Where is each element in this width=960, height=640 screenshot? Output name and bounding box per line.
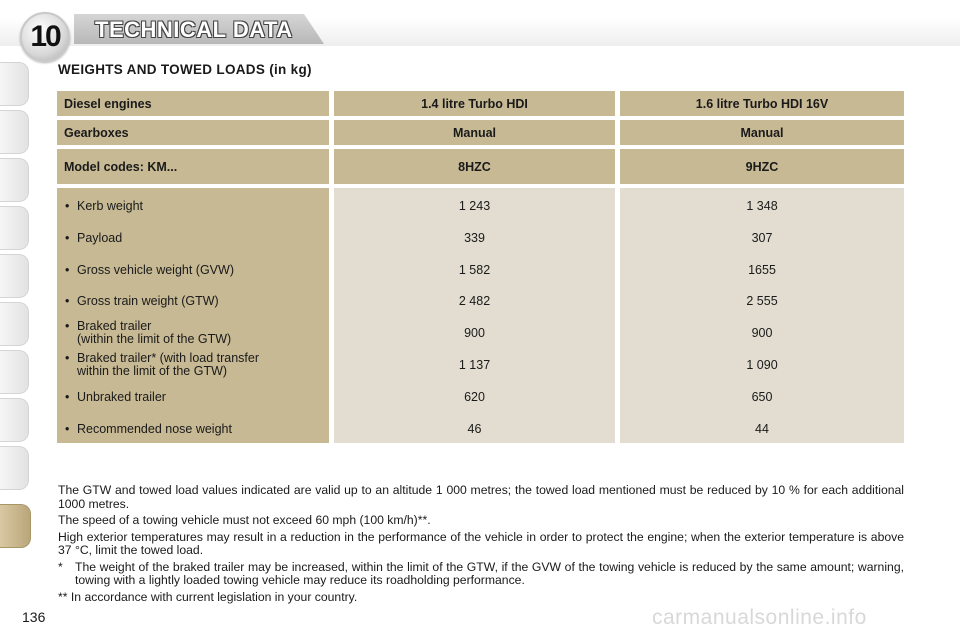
table-cell-value: 1 137: [458, 358, 491, 372]
table-header-cell: Model codes: KM...: [57, 149, 329, 184]
footnote: * The weight of the braked trailer may be increased, within the limit of the GTW, if the GVW of the towing vehicle is reduced by the same amount; warning, towing with a lightly loaded towing vehicle may reduce its roadholding performance.: [58, 559, 904, 587]
values-column-1-6-hdi: [620, 188, 904, 443]
footnote: ** In accordance with current legislation in your country.: [58, 589, 358, 604]
table-row-label: • Unbraked trailer: [65, 390, 166, 404]
values-column-1-4-hdi: [334, 188, 615, 443]
table-body: [57, 188, 904, 443]
table-cell-value: 1 090: [746, 358, 778, 372]
table-row-label: • Gross train weight (GTW): [65, 294, 219, 308]
table-row-label: • Gross vehicle weight (GVW): [65, 263, 234, 277]
table-cell-value: 2 482: [458, 294, 491, 308]
chapter-tab[interactable]: [0, 62, 29, 106]
note-paragraph: The GTW and towed load values indicated are valid up to an altitude 1 000 metres; the towed load mentioned must be reduced by 10 % for each additional 1000 metres.: [58, 483, 904, 511]
chapter-tab[interactable]: [0, 110, 29, 154]
section-heading: WEIGHTS AND TOWED LOADS (in kg): [58, 62, 312, 77]
note-paragraph: High exterior temperatures may result in a reduction in the performance of the vehicle in order to protect the engine; when the exterior temperature is above 37 °C, limit the towed load.: [58, 529, 904, 557]
table-row-label: • Payload: [65, 231, 123, 245]
table-header-cell: Gearboxes: [57, 120, 329, 145]
table-row-label: • Kerb weight: [65, 199, 144, 213]
table-header-cell: Diesel engines: [57, 91, 329, 116]
table-cell-value: 1 243: [458, 199, 491, 213]
chapter-tab[interactable]: [0, 206, 29, 250]
row-labels-column: [57, 188, 329, 443]
table-cell-value: 620: [464, 390, 485, 404]
chapter-tab-active[interactable]: [0, 504, 31, 548]
table-cell-value: 1 348: [746, 199, 778, 213]
page-number: 136: [22, 609, 46, 625]
table-cell-value: 1655: [748, 263, 776, 277]
table-cell-value: 2 555: [746, 294, 778, 308]
page-title: TECHNICAL DATA: [95, 17, 293, 42]
table-cell-value: 900: [751, 326, 773, 340]
table-header-cell: 1.4 litre Turbo HDI: [334, 91, 615, 116]
table-cell-value: 900: [464, 326, 485, 340]
notes: [58, 484, 904, 607]
table-cell-value: 1 582: [458, 263, 491, 277]
page-header: [0, 0, 960, 52]
chapter-tab[interactable]: [0, 398, 29, 442]
table-row-label: • Braked trailer* (with load transfer within the limit of the GTW): [65, 351, 260, 378]
table-header-row: [57, 149, 904, 184]
table-header-cell: 8HZC: [334, 149, 615, 184]
chapter-tab[interactable]: [0, 446, 29, 490]
note-paragraph: The speed of a towing vehicle must not exceed 60 mph (100 km/h)**.: [58, 513, 431, 527]
watermark: carmanualsonline.info: [652, 606, 867, 629]
chapter-tab[interactable]: [0, 302, 29, 346]
chapter-tab[interactable]: [0, 254, 29, 298]
table-header-cell: 9HZC: [620, 149, 904, 184]
table-row-label: • Recommended nose weight: [65, 422, 232, 436]
chapter-number-badge: 10: [20, 12, 70, 62]
chapter-tabs: [0, 62, 30, 582]
table-header-cell: Manual: [334, 120, 615, 145]
table-cell-value: 650: [751, 390, 773, 404]
table-header-row: [57, 120, 904, 145]
table-header-cell: Manual: [620, 120, 904, 145]
chapter-tab[interactable]: [0, 158, 29, 202]
table-cell-value: 307: [751, 231, 773, 245]
chapter-tab[interactable]: [0, 350, 29, 394]
table-row-label: • Braked trailer (within the limit of the GTW): [65, 319, 232, 346]
table-cell-value: 339: [464, 231, 485, 245]
table-cell-value: 46: [467, 422, 482, 436]
table-header-row: [57, 91, 904, 116]
table-cell-value: 44: [755, 422, 769, 436]
table-header-cell: 1.6 litre Turbo HDI 16V: [620, 91, 904, 116]
